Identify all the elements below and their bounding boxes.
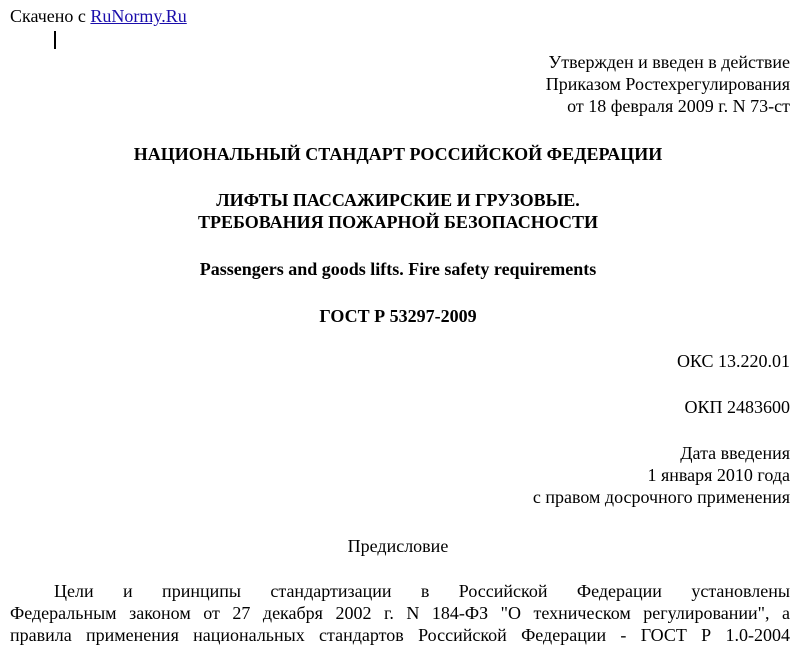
source-line — [10, 5, 187, 27]
approval-line-2: Приказом Ростехрегулирования — [545, 74, 790, 94]
approval-line-1: Утвержден и введен в действие — [548, 52, 790, 72]
intro-date-line-1: Дата введения — [680, 443, 790, 463]
preface-line-2: Федеральным законом от 27 декабря 2002 г. N 184-ФЗ "О техническом регулировании", а — [10, 603, 790, 623]
english-title: Passengers and goods lifts. Fire safety requirements — [199, 259, 597, 279]
preface-line-1: Цели и принципы стандартизации в Российской Федерации установлены — [54, 581, 790, 601]
preface-line-3: правила применения национальных стандартов Российской Федерации - ГОСТ Р 1.0-2004 — [10, 625, 790, 645]
okp-code: ОКП 2483600 — [684, 397, 790, 417]
introduction-date-block — [533, 442, 790, 508]
oks-code: ОКС 13.220.01 — [676, 351, 790, 371]
preface-paragraph — [10, 580, 790, 646]
text-cursor — [54, 31, 56, 49]
document-subtitle — [0, 189, 796, 233]
intro-date-line-2: 1 января 2010 года — [647, 465, 790, 485]
source-link[interactable]: RuNormy.Ru — [90, 6, 187, 26]
standard-title: НАЦИОНАЛЬНЫЙ СТАНДАРТ РОССИЙСКОЙ ФЕДЕРАЦИИ — [133, 144, 663, 164]
preface-heading: Предисловие — [347, 536, 449, 556]
approval-block — [546, 51, 790, 117]
intro-date-line-3: с правом досрочного применения — [532, 487, 790, 507]
subtitle-line-2: ТРЕБОВАНИЯ ПОЖАРНОЙ БЕЗОПАСНОСТИ — [198, 212, 598, 232]
source-prefix: Скачено с — [10, 6, 86, 26]
approval-line-3: от 18 февраля 2009 г. N 73-ст — [567, 96, 790, 116]
gost-number: ГОСТ Р 53297-2009 — [319, 306, 477, 326]
subtitle-line-1: ЛИФТЫ ПАССАЖИРСКИЕ И ГРУЗОВЫЕ. — [216, 190, 580, 210]
